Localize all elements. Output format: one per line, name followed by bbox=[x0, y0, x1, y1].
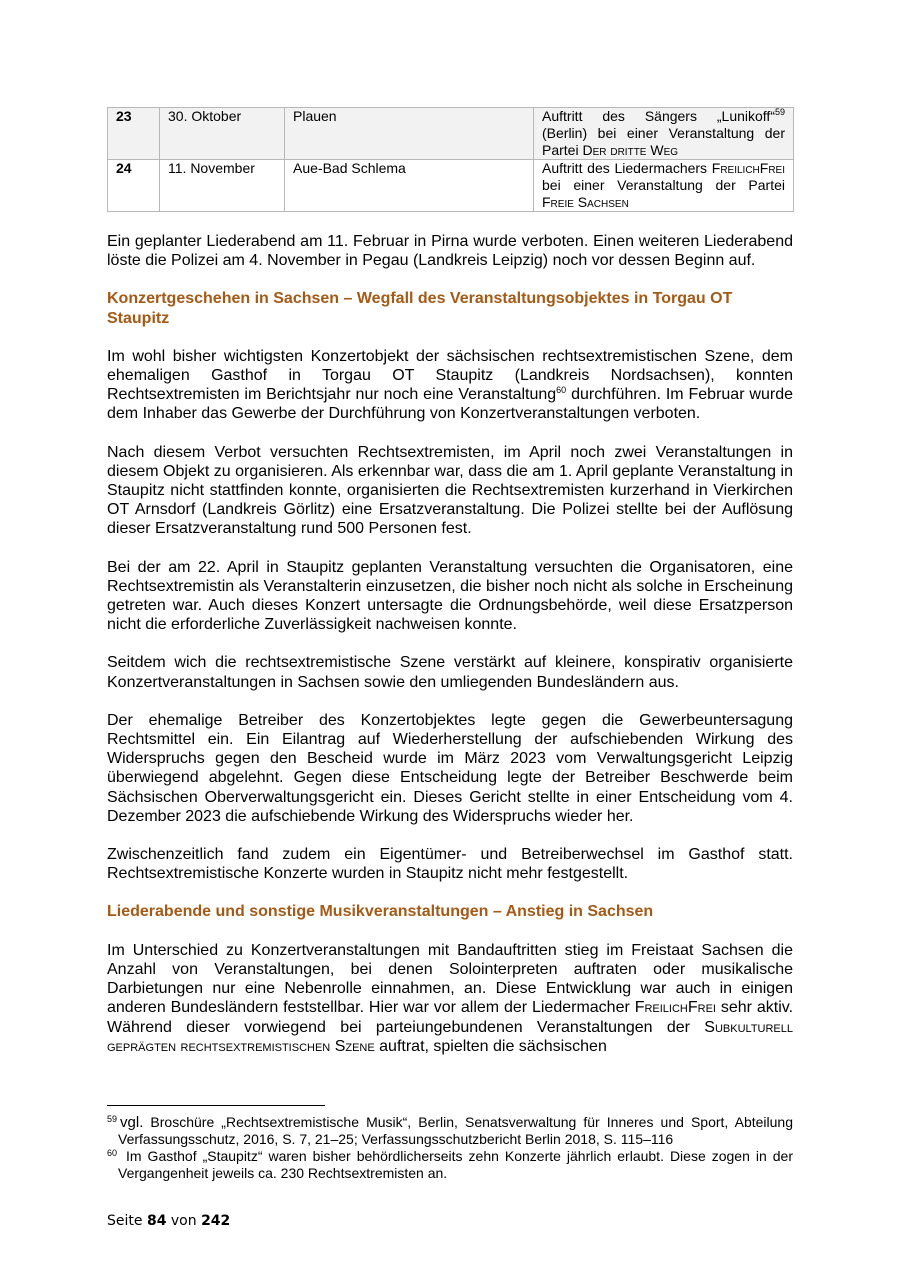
footnote-59 bbox=[107, 1114, 793, 1148]
footnote-60 bbox=[107, 1148, 793, 1182]
artist-name: FreilichFrei bbox=[711, 160, 785, 176]
paragraph bbox=[107, 941, 793, 1056]
scene-term: Subkulturell geprägten rechtsextremistischen Szene bbox=[107, 1018, 793, 1055]
row-date: 30. Oktober bbox=[160, 108, 285, 160]
party-name: Der dritte Weg bbox=[582, 142, 679, 158]
table-row bbox=[108, 108, 794, 160]
artist-name: FreilichFrei bbox=[634, 999, 716, 1017]
party-name: Freie Sachsen bbox=[542, 194, 629, 210]
current-page: 84 bbox=[146, 1213, 167, 1229]
page-label: von bbox=[166, 1213, 202, 1229]
paragraph-text: sehr aktiv. Während dieser vorwiegend bei parteiungebundenen Veranstaltungen der bbox=[107, 999, 794, 1036]
desc-text: Auftritt des Liedermachers bbox=[542, 160, 712, 176]
desc-text: Auftritt des Sängers „Lunikoff“ bbox=[542, 108, 775, 124]
row-place: Aue-Bad Schlema bbox=[285, 160, 534, 212]
paragraph: Ein geplanter Liederabend am 11. Februar in Pirna wurde verboten. Einen weiteren Liederabend löste die Polizei am 4. November in Pegau (Landkreis Leipzig) noch vor dessen Beginn auf. bbox=[107, 233, 793, 270]
desc-text: (Berlin) bei einer Veranstaltung der Partei bbox=[542, 125, 785, 158]
events-table bbox=[107, 107, 794, 212]
row-description bbox=[534, 108, 794, 160]
total-pages: 242 bbox=[201, 1213, 231, 1229]
paragraph-text: Im wohl bisher wichtigsten Konzertobjekt der sächsischen rechtsextremistischen Szene, dem ehemaligen Gasthof in Torgau OT Staupitz (Landkreis Nordsachsen), konnten Rechtsextremisten im Berichtsjahr nur noch eine Veranstaltung bbox=[107, 347, 793, 404]
section-heading: Liederabende und sonstige Musikveranstaltungen – Anstieg in Sachsen bbox=[107, 903, 654, 921]
footnote-number: 59 bbox=[107, 1114, 118, 1124]
row-date: 11. November bbox=[160, 160, 285, 212]
footnote-text: vgl. bbox=[120, 1114, 144, 1131]
row-place: Plauen bbox=[285, 108, 534, 160]
paragraph: Zwischenzeitlich fand zudem ein Eigentümer- und Betreiberwechsel im Gasthof statt. Rechtsextremistische Konzerte wurden in Staupitz nicht mehr festgestellt. bbox=[107, 846, 793, 883]
page-content bbox=[107, 107, 793, 1056]
table-row bbox=[108, 160, 794, 212]
row-number: 23 bbox=[108, 108, 160, 160]
footnotes bbox=[107, 1114, 793, 1182]
paragraph-text: durchführen. Im Februar wurde dem Inhaber das Gewerbe der Durchführung von Konzertveranstaltungen verboten. bbox=[107, 386, 793, 423]
page-number bbox=[107, 1213, 230, 1229]
footnote-ref: 60 bbox=[556, 385, 567, 396]
footnote-number: 60 bbox=[107, 1148, 118, 1158]
paragraph: Nach diesem Verbot versuchten Rechtsextremisten, im April noch zwei Veranstaltungen in diesem Objekt zu organisieren. Als erkennbar war, dass die am 1. April geplante Veranstaltung in Staupitz nicht stattfinden konnte, organisierten die Rechtsextremisten kurzerhand in Vierkirchen OT Arnsdorf (Landkreis Görlitz) eine Ersatzveranstaltung. Die Polizei stellte bei der Auflösung dieser Ersatzveranstaltung rund 500 Personen fest. bbox=[107, 443, 793, 538]
row-description bbox=[534, 160, 794, 212]
footnote-text: Broschüre „Rechtsextremistische Musik“, Berlin, Senatsverwaltung für Inneres und Sport, Abteilung Verfassungsschutz, 2016, S. 7, 21–25; Verfassungsschutzbericht Berlin 2018, S. 115–116 bbox=[118, 1114, 793, 1147]
paragraph bbox=[107, 347, 793, 424]
paragraph: Der ehemalige Betreiber des Konzertobjektes legte gegen die Gewerbeuntersagung Rechtsmittel ein. Ein Eilantrag auf Wiederherstellung der aufschiebenden Wirkung des Widerspruchs gegen den Bescheid wurde im März 2023 vom Verwaltungsgericht Leipzig überwiegend abgelehnt. Gegen diese Entscheidung legte der Betreiber Beschwerde beim Sächsischen Oberverwaltungsgericht ein. Dieses Gericht stellte in einer Entscheidung vom 4. Dezember 2023 die aufschiebende Wirkung des Widerspruchs wieder her. bbox=[107, 711, 793, 825]
section-heading: Konzertgeschehen in Sachsen – Wegfall des Veranstaltungsobjektes in Torgau OT Staupitz bbox=[107, 290, 733, 327]
paragraph-text: auftrat, spielten die sächsischen bbox=[374, 1037, 607, 1055]
paragraph: Seitdem wich die rechtsextremistische Szene verstärkt auf kleinere, konspirativ organisierte Konzertveranstaltungen in Sachsen sowie den umliegenden Bundesländern aus. bbox=[107, 654, 793, 691]
page-label: Seite bbox=[107, 1213, 147, 1229]
desc-text: bei einer Veranstaltung der Partei bbox=[542, 177, 785, 193]
paragraph-text: Im Unterschied zu Konzertveranstaltungen mit Bandauftritten stieg im Freistaat Sachsen die Anzahl von Veranstaltungen, bei denen Solointerpreten auftraten oder musikalische Darbietungen nur eine Nebenrolle einnahmen, an. Diese Entwicklung war auch in einigen anderen Bundesländern feststellbar. Hier war vor allem der Liedermacher bbox=[107, 941, 793, 1017]
row-number: 24 bbox=[108, 160, 160, 212]
footnote-text: Im Gasthof „Staupitz“ waren bisher behördlicherseits zehn Konzerte jährlich erlaubt. Diese zogen in der Vergangenheit jeweils ca. 230 Rechtsextremisten an. bbox=[118, 1148, 793, 1181]
footnote-ref: 59 bbox=[774, 107, 785, 117]
paragraph: Bei der am 22. April in Staupitz geplanten Veranstaltung versuchten die Organisatoren, eine Rechtsextremistin als Veranstalterin einzusetzen, die bisher noch nicht als solche in Erscheinung getreten war. Auch dieses Konzert untersagte die Ordnungsbehörde, weil diese Ersatzperson nicht die erforderliche Zuverlässigkeit nachweisen konnte. bbox=[107, 558, 793, 634]
footnote-divider bbox=[107, 1105, 325, 1106]
